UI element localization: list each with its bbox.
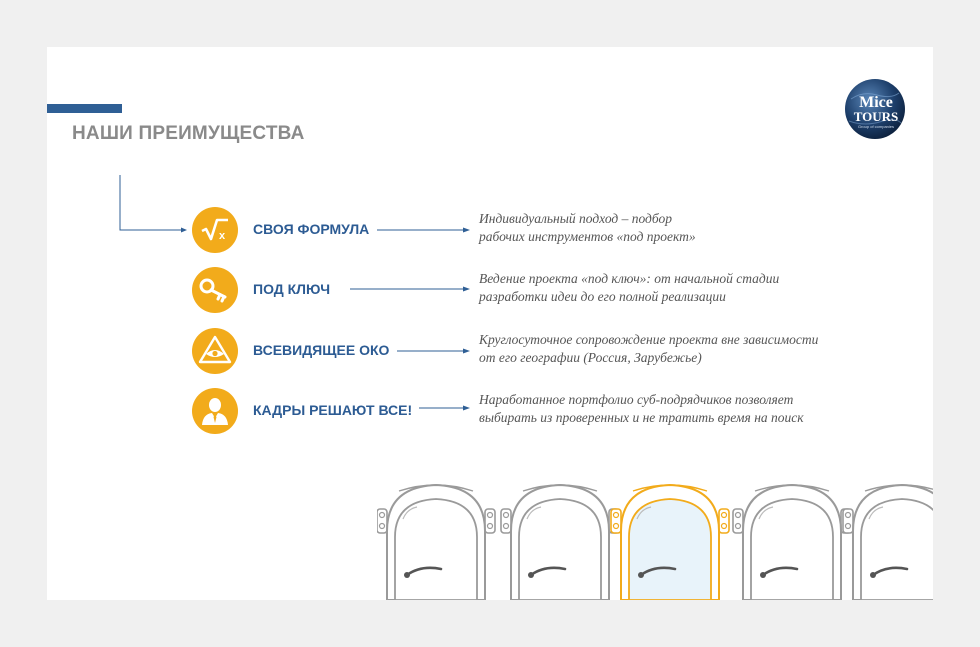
key-icon [192, 267, 238, 313]
advantage-row [47, 267, 933, 313]
advantage-description: Наработанное портфолио суб-подрядчиков позволяет выбирать из проверенных и не тратить время на поиск [479, 392, 804, 425]
svg-text:TOURS: TOURS [853, 109, 899, 124]
square-root-icon [192, 207, 238, 253]
advantage-label: ВСЕВИДЯЩЕЕ ОКО [253, 342, 390, 358]
slide [47, 47, 933, 600]
advantage-description: Круглосуточное сопровождение проекта вне зависимости от его географии (Россия, Зарубежье) [479, 332, 819, 365]
all-seeing-eye-icon [192, 328, 238, 374]
advantage-label: СВОЯ ФОРМУЛА [253, 221, 370, 237]
svg-text:x: x [218, 230, 226, 242]
advantage-label: КАДРЫ РЕШАЮТ ВСЕ! [253, 402, 413, 418]
advantage-description: Ведение проекта «под ключ»: от начальной стадии разработки идеи до его полной реализации [479, 271, 780, 304]
astronaut-helmets-illustration [377, 479, 933, 600]
slide-title: НАШИ ПРЕИМУЩЕСТВА [72, 123, 305, 144]
person-icon [192, 388, 238, 434]
advantage-description: Индивидуальный подход – подбор рабочих инструментов «под проект» [479, 211, 696, 244]
advantage-label: ПОД КЛЮЧ [253, 281, 331, 297]
advantage-row [47, 388, 933, 434]
advantage-row [47, 207, 933, 253]
svg-text:Group of companies: Group of companies [857, 124, 895, 129]
svg-text:Mice: Mice [859, 94, 893, 111]
advantage-row [47, 328, 933, 374]
